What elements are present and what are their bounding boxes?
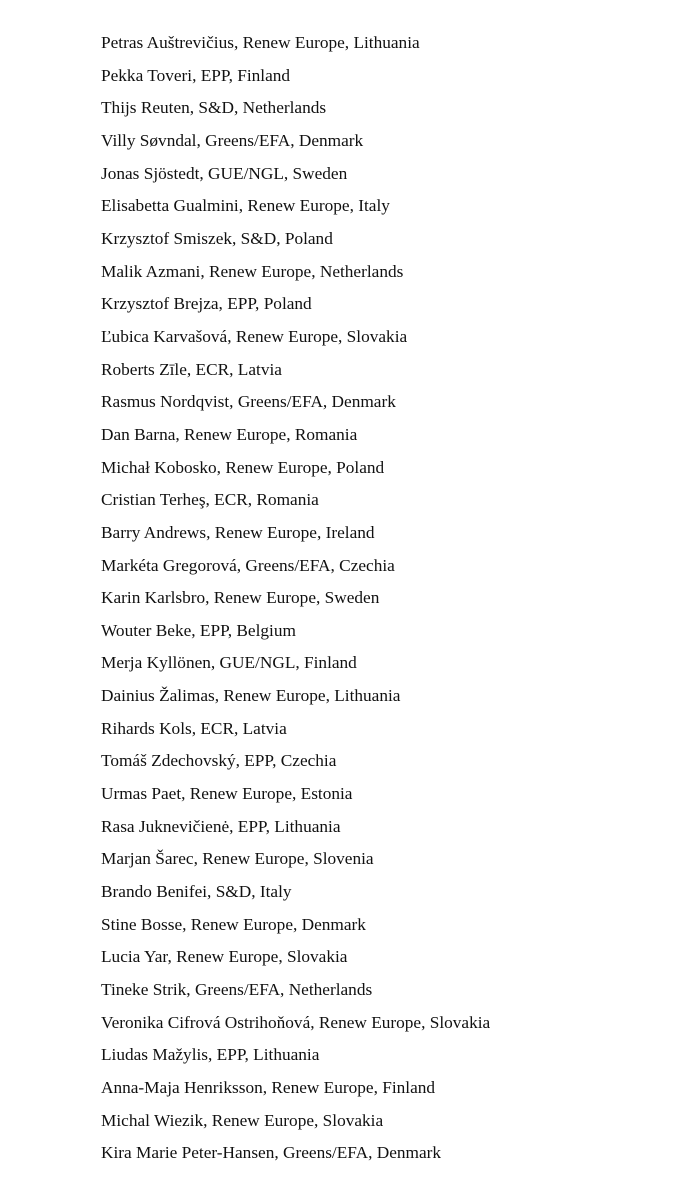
- list-item: Malik Azmani, Renew Europe, Netherlands: [101, 261, 404, 281]
- list-item: Krzysztof Brejza, EPP, Poland: [101, 294, 312, 314]
- list-item: Michal Wiezik, Renew Europe, Slovakia: [101, 1110, 384, 1130]
- list-item: Dainius Žalimas, Renew Europe, Lithuania: [101, 686, 401, 706]
- list-item: Villy Søvndal, Greens/EFA, Denmark: [101, 130, 364, 150]
- list-item: Tineke Strik, Greens/EFA, Netherlands: [101, 980, 373, 1000]
- list-item: Rihards Kols, ECR, Latvia: [101, 718, 287, 738]
- list-item: Elisabetta Gualmini, Renew Europe, Italy: [101, 196, 390, 216]
- member-list: [101, 30, 661, 1173]
- list-item: Merja Kyllönen, GUE/NGL, Finland: [101, 653, 357, 673]
- list-item: Liudas Mažylis, EPP, Lithuania: [101, 1045, 320, 1065]
- list-item: Karin Karlsbro, Renew Europe, Sweden: [101, 588, 380, 608]
- list-item: Cristian Terheş, ECR, Romania: [101, 490, 319, 510]
- list-item: Kira Marie Peter-Hansen, Greens/EFA, Denmark: [101, 1143, 442, 1163]
- list-item: Markéta Gregorová, Greens/EFA, Czechia: [101, 555, 395, 575]
- list-item: Ľubica Karvašová, Renew Europe, Slovakia: [101, 326, 408, 346]
- list-item: Jonas Sjöstedt, GUE/NGL, Sweden: [101, 163, 348, 183]
- list-item: Stine Bosse, Renew Europe, Denmark: [101, 914, 366, 934]
- list-item: Krzysztof Smiszek, S&D, Poland: [101, 228, 333, 248]
- list-item: Dan Barna, Renew Europe, Romania: [101, 424, 358, 444]
- list-item: Rasmus Nordqvist, Greens/EFA, Denmark: [101, 392, 396, 412]
- list-item: Michał Kobosko, Renew Europe, Poland: [101, 457, 385, 477]
- list-item: Petras Auštrevičius, Renew Europe, Lithuania: [101, 33, 420, 52]
- list-item: Urmas Paet, Renew Europe, Estonia: [101, 784, 353, 804]
- list-item: Brando Benifei, S&D, Italy: [101, 882, 292, 902]
- list-item: Tomáš Zdechovský, EPP, Czechia: [101, 751, 337, 771]
- list-item: Lucia Yar, Renew Europe, Slovakia: [101, 947, 348, 967]
- list-item: Anna-Maja Henriksson, Renew Europe, Finland: [101, 1078, 436, 1097]
- list-item: Veronika Cifrová Ostrihoňová, Renew Europe, Slovakia: [101, 1012, 491, 1032]
- list-item: Roberts Zīle, ECR, Latvia: [101, 359, 282, 379]
- list-item: Pekka Toveri, EPP, Finland: [101, 65, 291, 85]
- list-item: Thijs Reuten, S&D, Netherlands: [101, 98, 327, 118]
- list-item: Marjan Šarec, Renew Europe, Slovenia: [101, 849, 374, 869]
- list-item: Barry Andrews, Renew Europe, Ireland: [101, 522, 375, 542]
- list-item: Rasa Juknevičienė, EPP, Lithuania: [101, 816, 341, 836]
- list-item: Wouter Beke, EPP, Belgium: [101, 620, 296, 640]
